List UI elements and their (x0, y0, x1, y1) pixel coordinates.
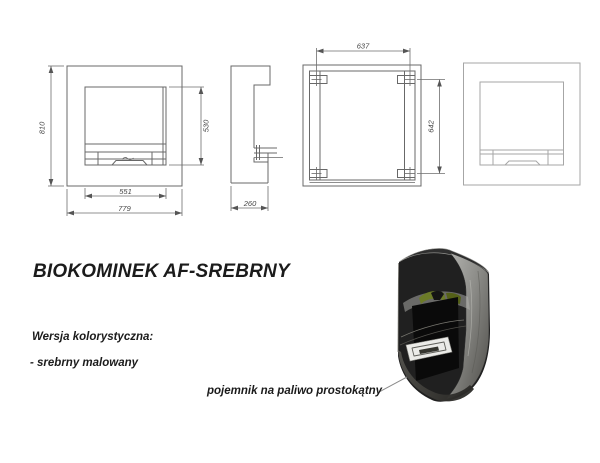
front-outer-frame (67, 66, 182, 186)
side-view-drawing (231, 66, 283, 183)
color-version-heading: Wersja kolorystyczna: (32, 331, 154, 343)
color-version-item: - srebrny malowany (30, 357, 139, 369)
rear-view-dimensions (317, 48, 446, 174)
fireplace-3d-render (398, 249, 490, 402)
callout-leader-line (379, 377, 407, 392)
dim-label-window-height: 530 (201, 119, 211, 133)
dim-label-total-height: 810 (37, 121, 47, 135)
front-view-secondary-drawing (464, 63, 581, 185)
fuel-container-callout: pojemnik na paliwo prostokątny (207, 385, 383, 397)
front-burner-lid (112, 161, 147, 166)
dim-label-total-width: 779 (118, 204, 131, 213)
dim-label-mount-width: 637 (356, 41, 370, 51)
front-view-drawing (67, 66, 182, 186)
rear-view-drawing (303, 65, 421, 186)
firebox-opening (412, 297, 459, 381)
dim-label-window-width: 551 (119, 187, 132, 196)
mount-hole-crosses (312, 73, 416, 180)
dim-label-mount-height: 642 (426, 120, 436, 133)
product-title: BIOKOMINEK AF-SREBRNY (33, 261, 290, 282)
front-firebox-window (85, 87, 166, 165)
dim-label-depth: 260 (243, 199, 257, 208)
